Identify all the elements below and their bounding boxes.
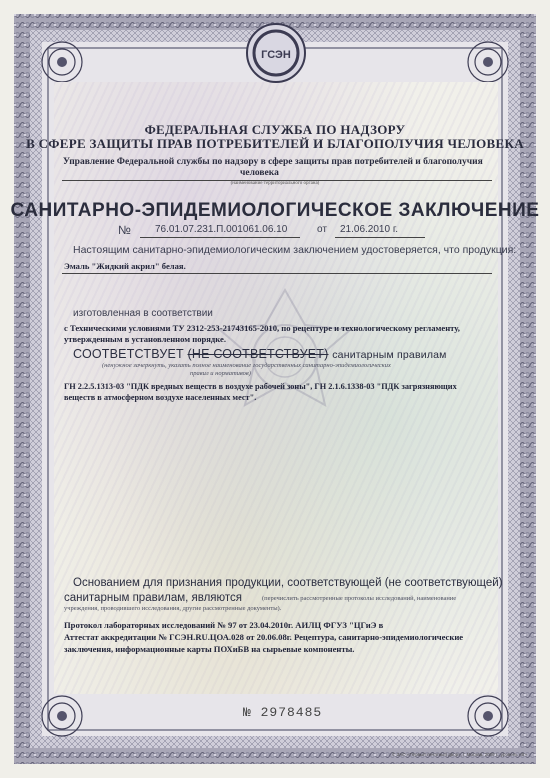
number-label: № [118,223,131,237]
complies-hint-1: (ненужное зачеркнуть, указать полное наименование государственных санитарно-эпидемиологических [102,362,391,369]
complies-tail: санитарным правилам [332,349,447,361]
product-underline [62,273,492,274]
agency-line-1: ФЕДЕРАЛЬНАЯ СЛУЖБА ПО НАДЗОРУ [144,122,406,137]
document-title: САНИТАРНО-ЭПИДЕМИОЛОГИЧЕСКОЕ ЗАКЛЮЧЕНИЕ [10,200,540,221]
protocol-line-2: Аттестат аккредитации № ГСЭН.RU.ЦОА.028 от 20.06.08г. Рецептура, санитарно-эпидемиологические [64,632,464,642]
rules-line-1: ГН 2.2.5.1313-03 "ПДК вредных веществ в воздухе рабочей зоны", ГН 2.1.6.1338-03 "ПДК загрязняющих [64,382,457,391]
date-label: от [317,224,327,235]
department-name-cont: человека [240,168,279,178]
complies-statement [73,347,447,361]
serial-number: № 2978485 [243,705,323,720]
basis-hint-2: учреждения, проводившего исследования, другие рассмотренные документы). [64,605,282,612]
basis-line-2: санитарным правилам, являются [64,592,243,604]
svg-text:ГСЭН: ГСЭН [261,49,291,61]
complies-hint-2: правил и нормативов) [190,370,251,377]
agency-line-2: В СФЕРЕ ЗАЩИТЫ ПРАВ ПОТРЕБИТЕЛЕЙ И БЛАГОПОЛУЧИЯ ЧЕЛОВЕКА [26,136,524,151]
made-label: изготовленная в соответствии [73,308,213,319]
certify-text: Настоящим санитарно-эпидемиологическим заключением удостоверяется, что продукция: [73,244,517,256]
number-underline [140,237,300,238]
basis-line-1: Основанием для признания продукции, соответствующей (не соответствующей) [73,577,503,589]
protocol-line-1: Протокол лабораторных исследований № 97 от 23.04.2010г. АИЛЦ ФГУЗ "ЦГиЭ в [64,620,384,630]
date-underline [335,237,425,238]
complies-not-struck: (НЕ СООТВЕТСТВУЕТ) [187,347,329,361]
certificate-date: 21.06.2010 г. [340,224,399,235]
complies-main: СООТВЕТСТВУЕТ [73,347,184,361]
printer-note: © ЗАО «Первый печатный двор», г. Москва, 2009 г., уровень «В» [392,752,527,757]
made-line-1: с Техническими условиями ТУ 2312-253-21743165-2010, по рецептуре и технологическому регламенту, [64,323,460,333]
certificate-number: 76.01.07.231.П.001061.06.10 [155,224,288,235]
department-name: Управление Федеральной службы по надзору в сфере защиты прав потребителей и благополучия [63,157,483,167]
department-hint: (наименование территориального органа) [230,181,320,186]
basis-hint-1: (перечислить рассмотренные протоколы исследований, наименование [262,595,457,602]
rules-line-2: веществ в атмосферном воздухе населенных мест". [64,393,257,402]
product-name: Эмаль "Жидкий акрил" белая. [64,261,186,271]
protocol-line-3: заключения, информационные карты ПОХиБВ на сырьевые компоненты. [64,644,355,654]
emblem-icon [245,22,307,84]
made-line-2: утвержденным в установленном порядке. [64,334,226,344]
